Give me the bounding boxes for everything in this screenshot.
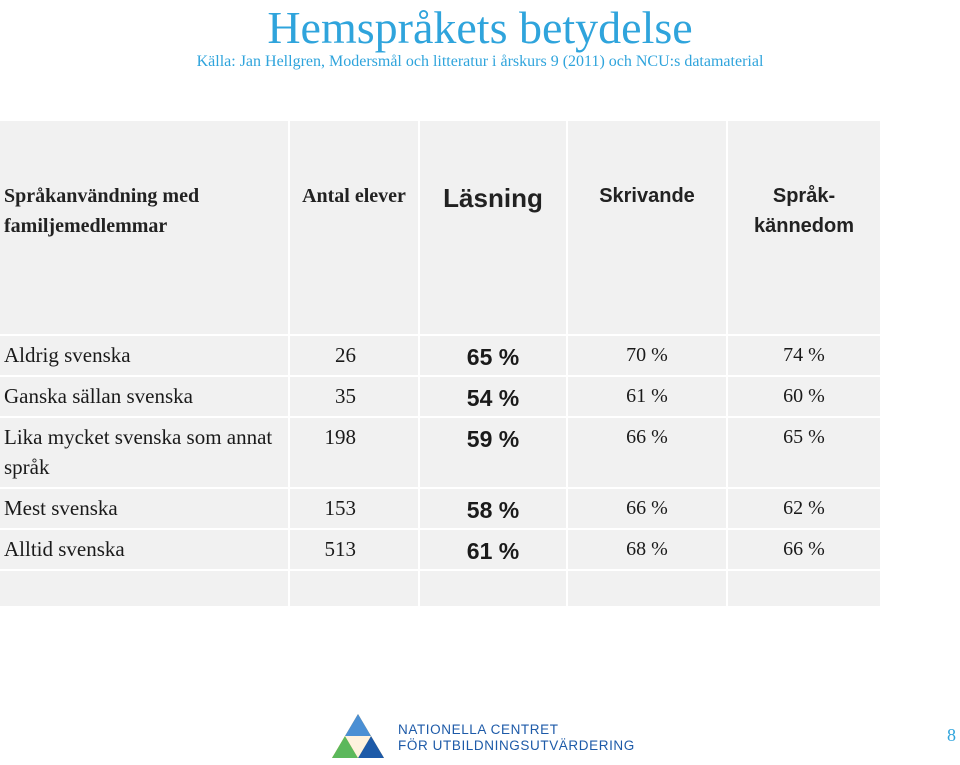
empty-cell — [420, 571, 568, 608]
empty-cell — [728, 571, 880, 608]
page-number: 8 — [947, 725, 956, 745]
students-count: 153 — [290, 489, 420, 530]
reading-value: 54 % — [420, 377, 568, 418]
row-label: Lika mycket svenska som annat språk — [0, 418, 290, 489]
knowledge-value: 65 % — [728, 418, 880, 489]
header-language-knowledge: Språk-kännedom — [728, 121, 880, 336]
writing-value: 66 % — [568, 418, 728, 489]
org-name-line1: NATIONELLA CENTRET — [398, 722, 559, 737]
header-writing: Skrivande — [568, 121, 728, 336]
students-count: 513 — [290, 530, 420, 571]
students-count: 198 — [290, 418, 420, 489]
reading-value: 65 % — [420, 336, 568, 377]
knowledge-value: 60 % — [728, 377, 880, 418]
org-name — [398, 722, 635, 754]
writing-value: 61 % — [568, 377, 728, 418]
reading-value: 58 % — [420, 489, 568, 530]
knowledge-value: 74 % — [728, 336, 880, 377]
writing-value: 70 % — [568, 336, 728, 377]
writing-value: 66 % — [568, 489, 728, 530]
empty-cell — [0, 571, 290, 608]
slide-title: Hemspråkets betydelse — [267, 2, 693, 53]
header-language-use: Språkanvändning med familjemedlemmar — [0, 121, 290, 336]
logo-triangle-top — [345, 714, 371, 736]
ncu-logo-icon — [328, 710, 388, 762]
header-reading: Läsning — [420, 121, 568, 336]
empty-cell — [290, 571, 420, 608]
row-label: Aldrig svenska — [0, 336, 290, 377]
header-students: Antal elever — [290, 121, 420, 336]
row-label: Mest svenska — [0, 489, 290, 530]
reading-value: 61 % — [420, 530, 568, 571]
results-table — [0, 121, 880, 608]
students-count: 35 — [290, 377, 420, 418]
students-count: 26 — [290, 336, 420, 377]
org-name-line2: FÖR UTBILDNINGSUTVÄRDERING — [398, 738, 635, 753]
writing-value: 68 % — [568, 530, 728, 571]
row-label: Ganska sällan svenska — [0, 377, 290, 418]
empty-cell — [568, 571, 728, 608]
knowledge-value: 62 % — [728, 489, 880, 530]
slide-subtitle: Källa: Jan Hellgren, Modersmål och litteratur i årskurs 9 (2011) och NCU:s datamaterial — [196, 53, 764, 70]
knowledge-value: 66 % — [728, 530, 880, 571]
reading-value: 59 % — [420, 418, 568, 489]
row-label: Alltid svenska — [0, 530, 290, 571]
